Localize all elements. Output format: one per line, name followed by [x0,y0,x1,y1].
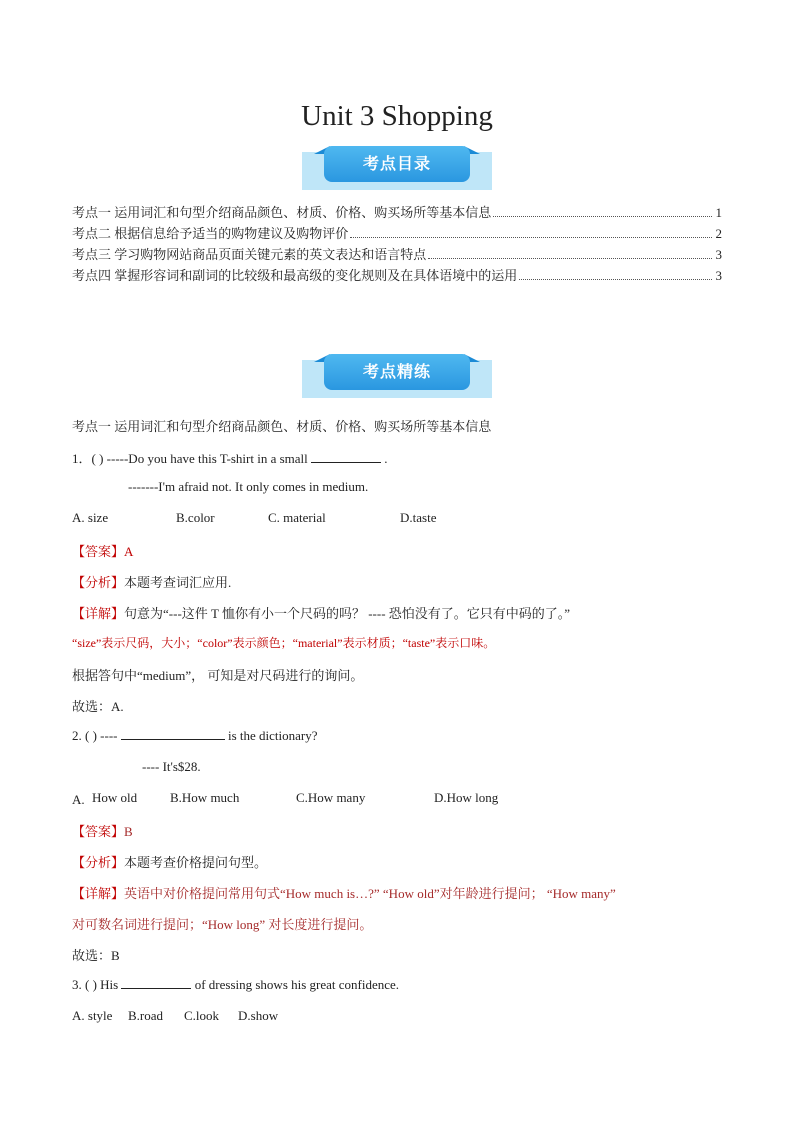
answer-blank [121,728,225,740]
banner-main-label: 考点精练 [324,354,470,390]
q3-stem: 3. ( ) His of dressing shows his great confidence. [72,977,400,992]
q2-answer: 【答案】B [72,824,133,839]
q1-reply: -------I'm afraid not. It only comes in medium. [128,479,369,494]
option: D.taste [400,510,437,525]
q1-detail: 【详解】句意为“---这件 T 恤你有小一个尺码的吗？ ---- 恐怕没有了。它只有中码的了。” [72,606,571,621]
option: B.road [128,1008,164,1023]
toc-entry[interactable]: 考点一 运用词汇和句型介绍商品颜色、材质、价格、购买场所等基本信息 1 [72,205,722,220]
answer-blank [311,451,381,463]
banner-toc-label: 考点目录 [324,146,470,182]
q1-answer: 【答案】A [72,544,134,559]
q1-detail-2: “size”表示尺码，大小；“color”表示颜色；“material”表示材质；“taste”表示口味。 [72,636,496,650]
option: A. size [72,510,109,525]
q1-analysis: 【分析】本题考查词汇应用. [72,575,232,590]
toc-entry[interactable]: 考点三 学习购物网站商品页面关键元素的英文表达和语言特点 3 [72,247,722,262]
section-heading: 考点一 运用词汇和句型介绍商品颜色、材质、价格、购买场所等基本信息 [72,419,492,434]
q2-stem: 2. ( ) ---- is the dictionary? [72,728,318,743]
option: D.show [238,1008,279,1023]
table-of-contents [72,202,722,286]
banner-toc [302,146,492,192]
option: D.How long [434,790,499,805]
q1-stem: 1．( ) -----Do you have this T-shirt in a small . [72,451,388,466]
option: B.How much [170,790,240,805]
option: C.look [184,1008,220,1023]
option: A. [72,792,85,807]
option: C. material [268,510,326,525]
banner-main [302,354,492,400]
toc-entry[interactable]: 考点二 根据信息给予适当的购物建议及购物评价 2 [72,226,722,241]
q1-detail-3: 根据答句中“medium”， 可知是对尺码进行的询问。 [72,668,364,683]
q2-reply: ---- It's$28. [142,759,201,774]
option: B.color [176,510,215,525]
q1-choose: 故选：A. [72,699,124,714]
q2-analysis: 【分析】本题考查价格提问句型。 [72,855,268,870]
page-title: Unit 3 Shopping [301,100,493,132]
option: C.How many [296,790,366,805]
q2-detail: 【详解】英语中对价格提问常用句式“How much is…?” “How old”对年龄进行提问； “How many” [72,886,616,901]
answer-blank [121,977,191,989]
toc-entry[interactable]: 考点四 掌握形容词和副词的比较级和最高级的变化规则及在具体语境中的运用 3 [72,268,722,283]
option: A. style [72,1008,113,1023]
q2-choose: 故选：B [72,948,120,963]
q2-detail-2: 对可数名词进行提问；“How long” 对长度进行提问。 [72,917,373,932]
option: How old [92,790,138,805]
